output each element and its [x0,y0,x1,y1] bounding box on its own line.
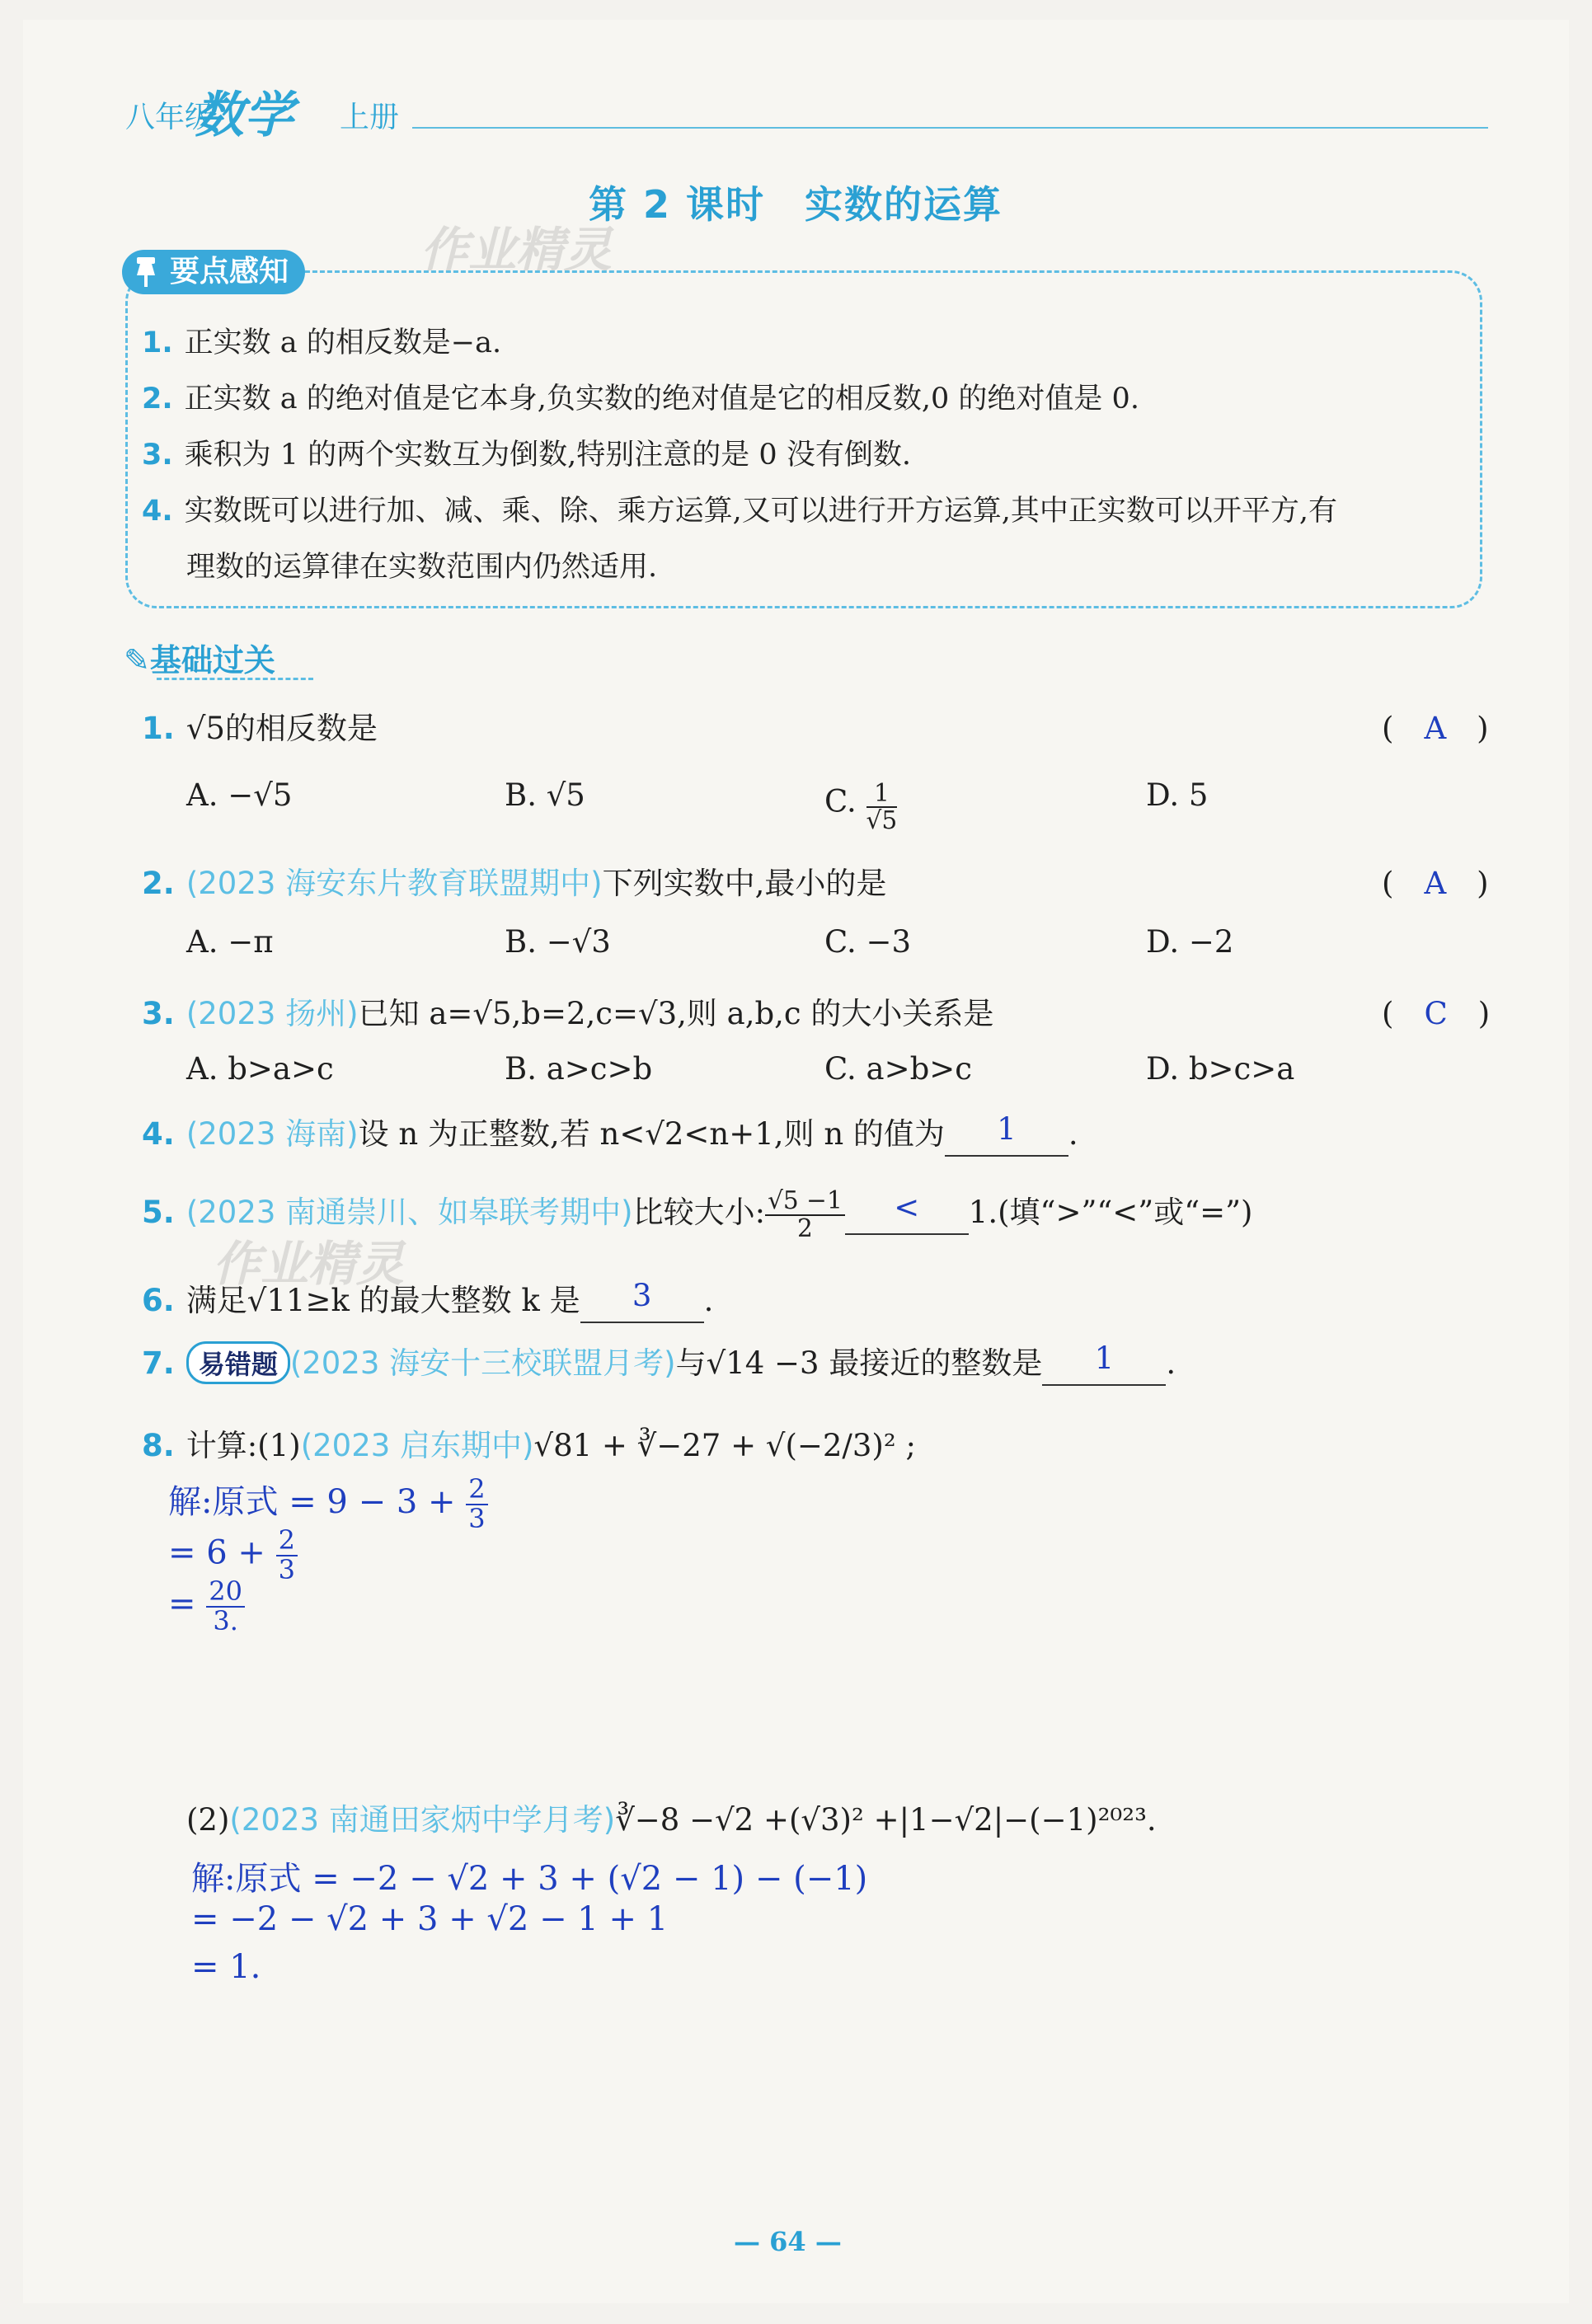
pencil-icon: ✎ [124,642,150,678]
q7-blank [1042,1340,1166,1386]
q4-source: (2023 海南) [185,1116,359,1152]
q2-answer: A [1424,866,1447,901]
question-8-part-2: (2)(2023 南通田家炳中学月考)∛−8 −√2 +(√3)² +|1−√2|−(−1)²⁰²³. [186,1802,1157,1838]
q4-blank [945,1111,1068,1157]
page-number: — 64 — [734,2226,842,2257]
question-6: 6. 满足√11≥k 的最大整数 k 是 3 . [142,1275,713,1320]
basic-section-tag [124,635,275,680]
q3-option-c: C. a>b>c [824,1051,972,1087]
q3-option-a: A. b>a>c [186,1051,334,1087]
q1-option-c-fraction: $\frac{1}{√5}$ [866,779,898,835]
q7-source: (2023 海安十三校联盟月考) [289,1345,676,1381]
q5-blank [845,1190,969,1235]
q1-option-c: C. $\frac{1}{√5}$ [824,779,898,835]
q3-source: (2023 扬州) [185,996,359,1031]
q2-option-c: C. −3 [824,924,912,960]
q3-option-b: B. a>c>b [505,1051,653,1087]
basic-section-underline [157,678,313,682]
q8-2-expression: ∛−8 −√2 +(√3)² +|1−√2|−(−1)²⁰²³. [615,1802,1157,1838]
q5-source: (2023 南通崇川、如皋联考期中) [185,1195,633,1230]
q8-2-source: (2023 南通田家炳中学月考) [229,1802,616,1838]
subject-label: 数学 [195,87,294,144]
q3-option-d: D. b>c>a [1146,1051,1295,1087]
q8-2-solution-line-2: = −2 − √2 + 3 + √2 − 1 + 1 [191,1900,669,1938]
question-2: 2. (2023 海安东片教育联盟期中)下列实数中,最小的是 [142,866,887,901]
header-divider [412,127,1488,129]
q5-answer: < [894,1190,920,1225]
q1-answer-paren: ( A ) [1382,711,1489,746]
question-5: 5. (2023 南通崇川、如皋联考期中)比较大小: $\frac{√5 -1}{2}$ < 1.(填“>”“<”或“=”) [142,1186,1253,1242]
key-point-1: 1. 正实数 a 的相反数是−a. [142,326,502,359]
basic-section-label: 基础过关 [149,642,275,678]
question-3: 3. (2023 扬州)已知 a=√5,b=2,c=√3,则 a,b,c 的大小关系是 [142,996,994,1031]
q3-answer: C [1424,996,1448,1031]
q2-source: (2023 海安东片教育联盟期中) [185,866,603,901]
q1-answer: A [1424,711,1447,746]
error-prone-tag: 易错题 [186,1341,290,1384]
key-point-4-cont: 理数的运算律在实数范围内仍然适用. [186,551,658,584]
q7-answer: 1 [1094,1340,1115,1376]
question-7: 7. 易错题 (2023 海安十三校联盟月考)与√14 −3 最接近的整数是 1 . [142,1338,1176,1384]
key-point-3: 3. 乘积为 1 的两个实数互为倒数,特别注意的是 0 没有倒数. [142,439,911,472]
q2-option-b: B. −√3 [505,924,611,960]
q8-1-fraction-3: $\frac{20}{3.}$ [206,1578,245,1635]
q5-fraction: $\frac{√5 -1}{2}$ [765,1188,845,1241]
q1-option-a: A. −√5 [186,777,293,813]
volume-label: 上册 [340,101,400,134]
q3-answer-paren: ( C ) [1382,996,1491,1031]
grade-label: 八年级 [125,101,215,134]
q8-1-fraction-2: $\frac{2}{3}$ [276,1527,298,1584]
question-1: 1. √5的相反数是 [142,711,378,746]
q1-option-d: D. 5 [1146,777,1209,813]
key-point-4: 4. 实数既可以进行加、减、乘、除、乘方运算,又可以进行开方运算,其中正实数可以开平方,有 [142,495,1338,528]
watermark-2: 作业精灵 [213,1236,405,1292]
watermark: 作业精灵 [420,222,613,278]
key-points-tag-label: 要点感知 [170,255,289,289]
q8-1-solution-line-2: = 6 + $\frac{2}{3}$ [168,1527,298,1584]
q6-blank [580,1278,704,1323]
q8-1-expression: √81 + ∛−27 + √(−2/3)² ; [533,1428,916,1463]
question-8-part-1: 8. 计算:(1)(2023 启东期中)√81 + ∛−27 + √(−2/3)² ; [142,1428,916,1463]
pushpin-icon [132,256,160,289]
q8-2-solution-line-3: = 1. [191,1948,261,1986]
q2-option-a: A. −π [186,924,274,960]
key-point-2: 2. 正实数 a 的绝对值是它本身,负实数的绝对值是它的相反数,0 的绝对值是 0. [142,383,1139,416]
q8-1-solution-line-3: = $\frac{20}{3.}$ [168,1578,245,1635]
q4-answer: 1 [997,1111,1017,1147]
q8-1-fraction-1: $\frac{2}{3}$ [466,1476,487,1533]
question-4: 4. (2023 海南)设 n 为正整数,若 n<√2<n+1,则 n 的值为 1 . [142,1109,1078,1153]
q2-answer-paren: ( A ) [1382,866,1489,901]
q8-1-solution-line-1: 解:原式 = 9 − 3 + $\frac{2}{3}$ [168,1476,488,1533]
q6-answer: 3 [632,1278,652,1313]
q8-2-solution-line-1: 解:原式 = −2 − √2 + 3 + (√2 − 1) − (−1) [191,1860,868,1898]
key-points-tag [122,250,305,294]
q8-1-source: (2023 启东期中) [300,1428,534,1463]
lesson-title: 第 2 课时 实数的运算 [589,182,1003,227]
q1-option-b: B. √5 [505,777,585,813]
q2-option-d: D. −2 [1146,924,1234,960]
